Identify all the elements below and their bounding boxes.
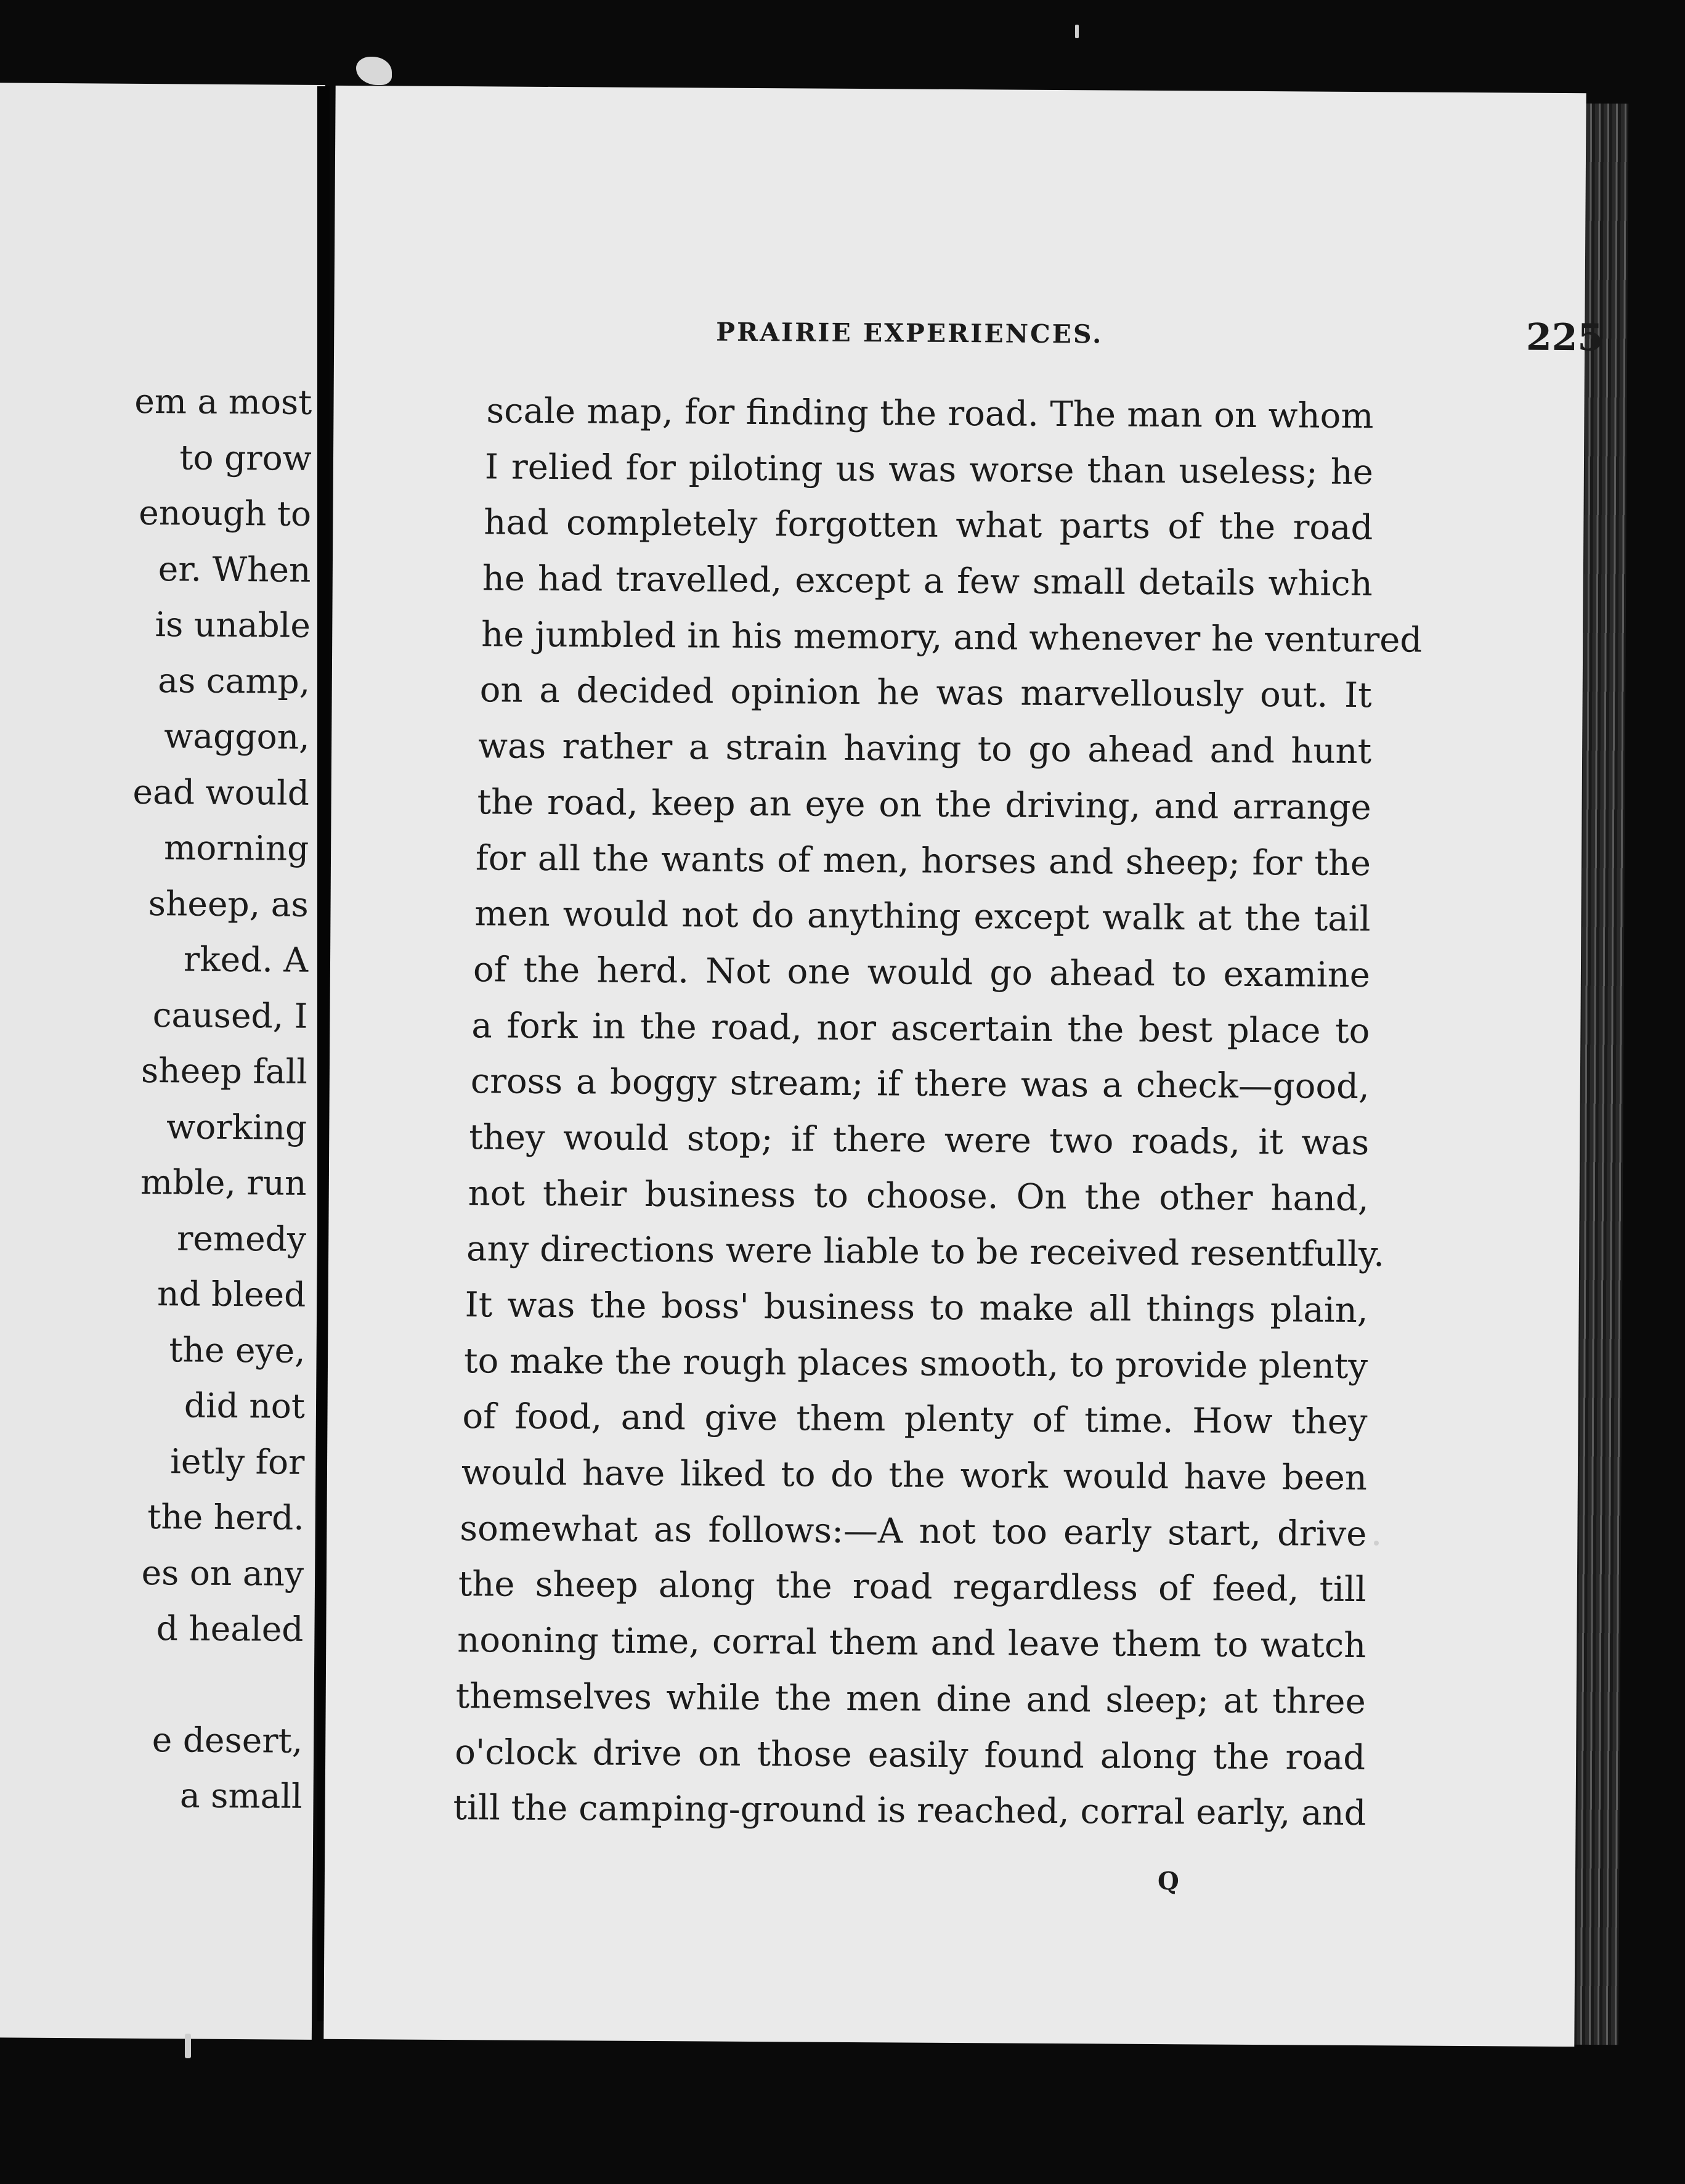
body-line: a fork in the road, nor ascertain the best place to <box>471 1005 1370 1051</box>
left-page-line: a small <box>179 1775 302 1816</box>
running-head <box>716 311 1683 367</box>
body-line: they would stop; if there were two roads, it was <box>469 1117 1370 1163</box>
left-page-line: mble, run <box>140 1162 307 1203</box>
left-page-line: rked. A <box>183 939 309 980</box>
left-page-line: the herd. <box>147 1497 304 1538</box>
scan-speck <box>1075 25 1079 38</box>
signature-mark: Q <box>1157 1867 1179 1896</box>
body-line: o'clock drive on those easily found along the road <box>454 1732 1366 1778</box>
body-line: men would not do anything except walk at the tail <box>474 894 1371 940</box>
left-page-line: caused, I <box>152 995 308 1036</box>
body-line: any directions were liable to be received resentfully. <box>466 1229 1385 1275</box>
binding-tape <box>356 57 392 85</box>
left-page-line: enough to <box>139 492 312 534</box>
left-page-line: e desert, <box>152 1719 303 1761</box>
body-text <box>453 383 1423 1842</box>
scan-speck <box>1374 1541 1379 1546</box>
left-page-line: the eye, <box>169 1329 306 1371</box>
body-line: was rather a strain having to go ahead and hunt <box>477 726 1372 772</box>
left-page-line: sheep fall <box>140 1050 308 1091</box>
right-page <box>323 86 1604 2047</box>
body-line: of food, and give them plenty of time. How they <box>462 1396 1368 1443</box>
left-page-line: remedy <box>176 1218 307 1259</box>
left-page-line: did not <box>184 1385 306 1426</box>
body-line: had completely forgotten what parts of the road <box>484 502 1373 548</box>
left-page-line: em a most <box>134 381 312 422</box>
body-line: the road, keep an eye on the driving, and arrange <box>477 782 1371 828</box>
body-line: somewhat as follows:—A not too early start, drive <box>460 1508 1367 1554</box>
left-page <box>0 83 325 2040</box>
body-line: he jumbled in his memory, and whenever he ventured <box>481 614 1423 661</box>
left-page-line: nd bleed <box>156 1274 306 1314</box>
left-page-line: waggon, <box>164 716 310 757</box>
body-line: on a decided opinion he was marvellously out. It <box>479 670 1372 716</box>
left-page-line: ietly for <box>170 1441 305 1482</box>
page-number: 225 <box>1525 316 1604 360</box>
left-page-line: es on any <box>141 1552 304 1594</box>
body-line: to make the rough places smooth, to provide plenty <box>463 1340 1368 1387</box>
scan-speck <box>185 2034 191 2058</box>
body-line: till the camping-ground is reached, corral early, and <box>453 1788 1366 1834</box>
running-head-title: PRAIRIE EXPERIENCES. <box>716 317 1103 349</box>
left-page-line: er. When <box>158 548 311 590</box>
body-line: cross a boggy stream; if there was a check—good, <box>470 1061 1370 1107</box>
left-page-line: sheep, as <box>148 883 309 924</box>
body-line: It was the boss' business to make all things plain, <box>465 1285 1368 1331</box>
left-page-line: morning <box>163 828 309 868</box>
body-line: scale map, for finding the road. The man on whom <box>486 391 1374 437</box>
body-line: nooning time, corral them and leave them to watch <box>457 1620 1366 1666</box>
left-page-line <box>0 1655 303 1713</box>
body-line: themselves while the men dine and sleep; at three <box>455 1676 1366 1722</box>
left-page-line: d healed <box>156 1608 304 1649</box>
left-page-text <box>0 372 312 1825</box>
left-page-line: working <box>166 1106 307 1147</box>
left-page-line: is unable <box>155 605 311 645</box>
body-line: of the herd. Not one would go ahead to examine <box>473 950 1371 995</box>
body-line: I relied for piloting us was worse than useless; he <box>484 447 1374 492</box>
body-line: the sheep along the road regardless of feed, till <box>458 1564 1367 1610</box>
body-line: not their business to choose. On the other hand, <box>468 1173 1369 1219</box>
body-line: would have liked to do the work would have been <box>461 1453 1368 1499</box>
left-page-line: as camp, <box>158 660 311 701</box>
body-line: he had travelled, except a few small details which <box>482 558 1373 605</box>
left-page-line: ead would <box>132 772 310 813</box>
left-page-line: to grow <box>179 437 312 478</box>
body-line: for all the wants of men, horses and sheep; for the <box>475 837 1371 884</box>
